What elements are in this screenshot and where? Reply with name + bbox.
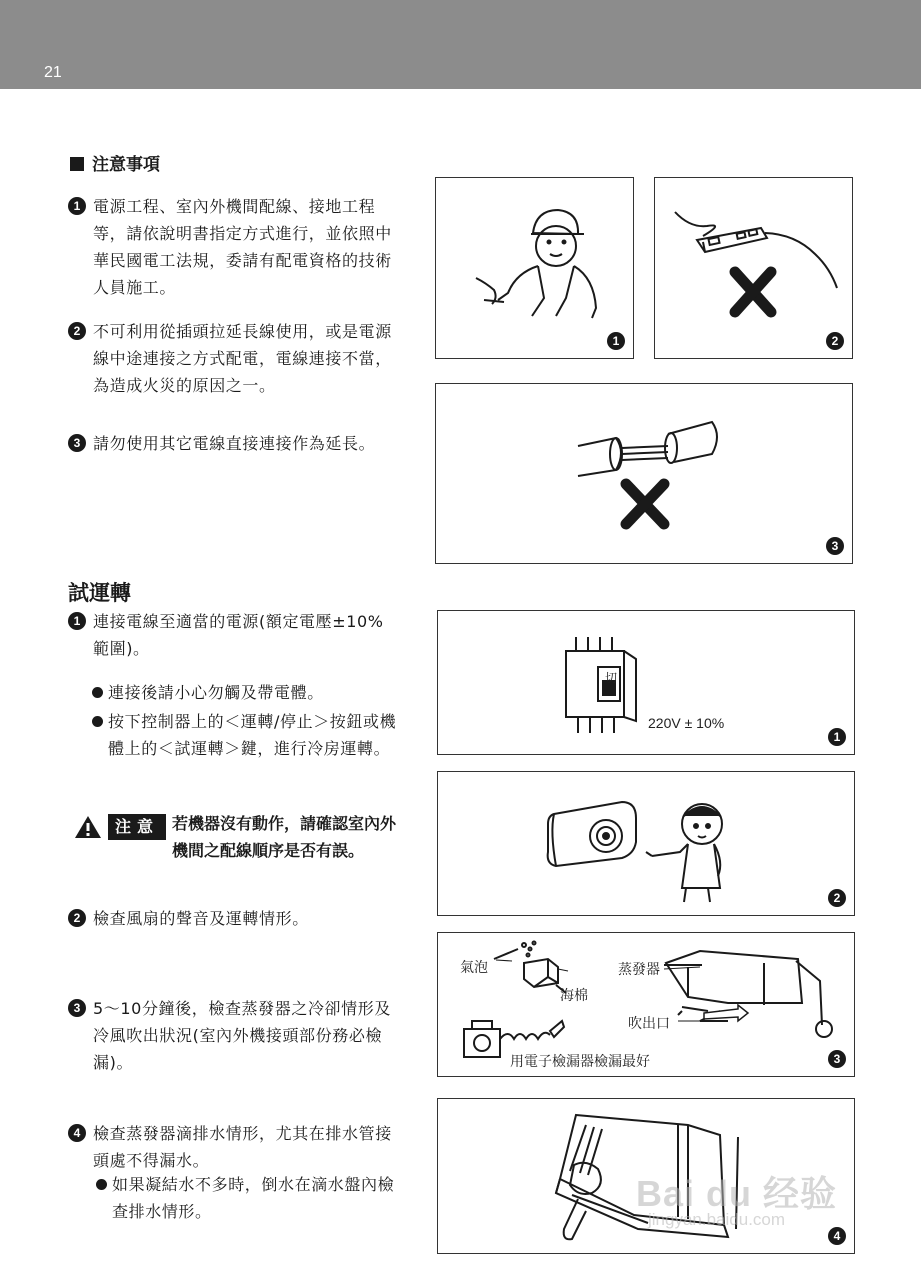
number-badge: 3 [68,434,86,452]
trial-step-4 [68,1120,398,1174]
number-badge: 1 [68,197,86,215]
wire-splice-illustration [436,384,853,564]
precaution-text: 請勿使用其它電線直接連接作為延長。 [93,434,376,453]
precaution-item-2 [68,318,398,399]
trial-step-1 [68,608,398,662]
precautions-heading: 注意事項 [70,150,160,175]
panel-number: 2 [828,889,846,907]
number-badge: 3 [68,999,86,1017]
figure-extension-cord [654,177,853,359]
precaution-text: 不可利用從插頭拉延長線使用，或是電源線中途連接之方式配電，電線連接不當，為造成火災的原因之一。 [93,322,392,395]
number-badge: 2 [68,322,86,340]
panel-number: 3 [826,537,844,555]
watermark-url: jingyan.baidu.com [648,1210,786,1229]
number-badge: 1 [68,612,86,630]
precaution-item-1 [68,193,398,301]
figure-breaker [437,610,855,755]
panel-number: 3 [828,1050,846,1068]
bullet-text: 按下控制器上的＜運轉/停止＞按鈕或機體上的＜試運轉＞鍵，進行冷房運轉。 [108,712,397,758]
extension-cord-illustration [655,178,853,359]
caution-label: 注意 [108,814,166,840]
detector-label: 用電子檢漏器檢漏最好 [510,1054,650,1070]
precaution-text: 電源工程、室內外機間配線、接地工程等，請依說明書指定方式進行，並依照中華民國電工法規，委請有配電資格的技術人員施工。 [93,197,392,297]
trial-run-heading: 試運轉 [68,581,131,605]
caution-text: 若機器沒有動作，請確認室內外機間之配線順序是否有誤。 [172,814,397,860]
number-badge: 2 [68,909,86,927]
page-number: 21 [44,64,62,81]
indoor-unit-illustration [438,772,855,916]
watermark-logo: Bai du 经验 [636,1173,838,1214]
figure-indoor-unit [437,771,855,916]
trial-step-3 [68,995,398,1076]
bullet-item [92,679,397,706]
outlet-label: 吹出口 [628,1016,670,1032]
breaker-illustration [438,611,855,755]
switch-label: 切 [605,671,618,685]
figure-leak-check [437,932,855,1077]
bullet-dot-icon [96,1179,107,1190]
step-text: 檢查蒸發器滴排水情形，尤其在排水管接頭處不得漏水。 [93,1124,392,1170]
panel-number: 1 [607,332,625,350]
panel-number: 4 [828,1227,846,1245]
step-text: 檢查風扇的聲音及運轉情形。 [93,909,309,928]
bubble-label: 氣泡 [460,960,488,976]
precaution-item-3 [68,430,398,457]
step-text: 連接電線至適當的電源(額定電壓±10% 範圍)。 [93,612,384,658]
figure-wire-splice [435,383,853,564]
electrician-illustration [436,178,634,359]
warning-triangle-icon [74,815,102,839]
sponge-label: 海棉 [560,988,588,1004]
number-badge: 4 [68,1124,86,1142]
bullet-dot-icon [92,687,103,698]
bullet-text: 連接後請小心勿觸及帶電體。 [108,683,324,702]
trial-step-2 [68,905,398,932]
step-text: 5～10分鐘後，檢查蒸發器之冷卻情形及冷風吹出狀況(室內外機接頭部份務必檢漏)。 [93,999,391,1072]
square-bullet-icon [70,157,84,171]
panel-number: 2 [826,332,844,350]
bullet-item [96,1171,401,1225]
bullet-text: 如果凝結水不多時，倒水在滴水盤內檢查排水情形。 [112,1175,395,1221]
bullet-dot-icon [92,716,103,727]
evaporator-label: 蒸發器 [618,962,660,978]
bullet-item [92,708,397,762]
header-bar [0,0,921,89]
figure-electrician [435,177,634,359]
panel-number: 1 [828,728,846,746]
voltage-label: 220V ± 10% [648,715,725,731]
